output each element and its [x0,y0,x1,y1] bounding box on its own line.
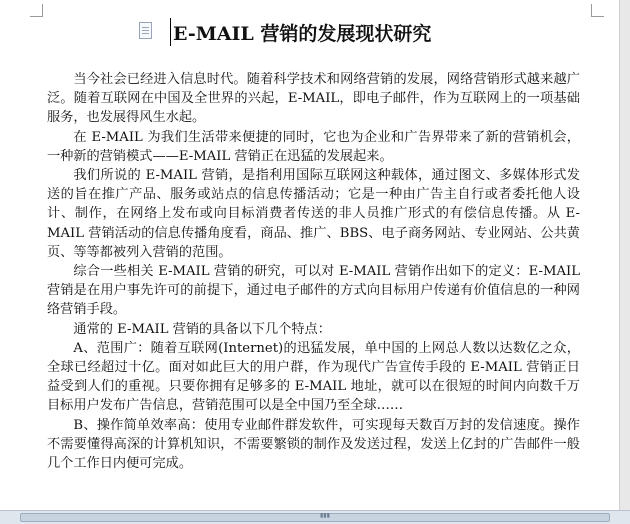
margin-corner-mark [591,4,604,17]
horizontal-scroll-thumb[interactable] [20,513,610,522]
paragraph-feature-a[interactable]: A、范围广：随着互联网(Internet)的迅猛发展，单中国的上网总人数以达数亿之众，全球已经超过十亿。面对如此巨大的用户群，作为现代广告宣传手段的 E-MAIL 营销正日益受到人们的重视。只要你拥有足够多的 E-MAIL 地址，就可以在很短的时间内向数千万目标用户发布广告信息，营销范围可以是全中国乃至全球…… [47,340,580,414]
title-row [0,18,619,52]
horizontal-scrollbar[interactable] [0,510,630,524]
text-cursor [170,18,171,46]
paragraph-feature-b[interactable]: B、操作简单效率高：使用专业邮件群发软件，可实现每天数百万封的发信速度。操作不需要懂得高深的计算机知识，不需要繁锁的制作及发送过程，发送上亿封的广告邮件一般几个工作日内便可完成。 [47,417,580,472]
document-body[interactable] [47,70,580,473]
document-title[interactable]: E-MAIL 营销的发展现状研究 [173,23,432,45]
paragraph-features-heading[interactable]: 通常的 E-MAIL 营销的具备以下几个特点： [73,321,331,337]
vertical-scrollbar[interactable] [619,0,630,510]
paragraph-definition[interactable]: 综合一些相关 E-MAIL 营销的研究，可以对 E-MAIL 营销作出如下的定义：E-MAIL 营销是在用户事先许可的前提下，通过电子邮件的方式向目标用户传递有价值信息的一种网络营销手段。 [47,264,580,318]
paragraph-opportunity[interactable]: 在 E-MAIL 为我们生活带来便捷的同时，它也为企业和广告界带来了新的营销机会，一种新的营销模式——E-MAIL 营销正在迅猛的发展起来。 [47,129,580,164]
paragraph-definition-scope[interactable]: 我们所说的 E-MAIL 营销，是指利用国际互联网这种载体，通过图文、多媒体形式发送的旨在推广产品、服务或站点的信息传播活动；它是一种由广告主自行或者委托他人设计、制作，在网络上发布或向目标消费者传送的非人员推广形式的有偿信息传播。从 E-MAIL 营销活动的信息传播角度看，商品、推广、BBS、电子商务网站、专业网站、公共黄页、等等都被列入营销的范围。 [47,168,580,260]
document-icon [139,22,152,39]
paragraph-intro[interactable]: 当今社会已经进入信息时代。随着科学技术和网络营销的发展，网络营销形式越来越广泛。随着互联网在中国及全世界的兴起，E-MAIL，即电子邮件，作为互联网上的一项基础服务，也发展得风生水起。 [47,72,580,126]
grip-icon: ▮▮▮ [320,512,330,519]
margin-corner-mark [30,4,43,17]
